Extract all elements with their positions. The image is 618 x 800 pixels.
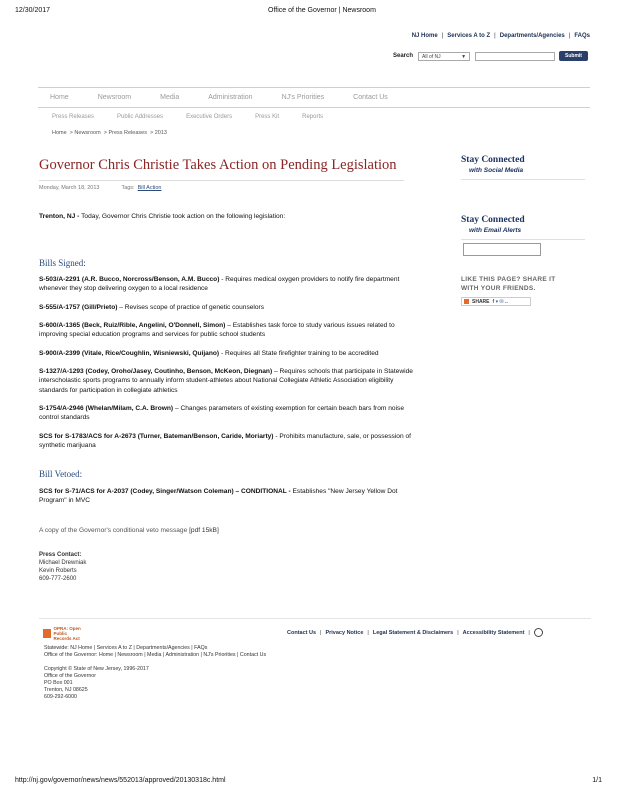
opra-logo[interactable] bbox=[43, 626, 85, 641]
bill-item bbox=[39, 349, 419, 358]
subnav-executive-orders[interactable]: Executive Orders bbox=[186, 114, 233, 120]
page-title: Governor Chris Christie Takes Action on Pending Legislation bbox=[39, 157, 397, 173]
social-icons: f ▾ ✉ .. bbox=[492, 298, 508, 305]
subnav-public-addresses[interactable]: Public Addresses bbox=[117, 114, 164, 120]
subnav-press-kit[interactable]: Press Kit bbox=[255, 114, 280, 120]
nav-administration[interactable]: Administration bbox=[208, 94, 253, 101]
search-scope-select[interactable] bbox=[418, 52, 470, 61]
opra-line: OPRA: Open bbox=[53, 626, 81, 631]
breadcrumb-home[interactable]: Home bbox=[52, 130, 67, 136]
address-line: 609-292-6000 bbox=[44, 694, 77, 700]
bill-id: S-600/A-1365 (Beck, Ruiz/Rible, Angelini, O'Donnell, Simon) bbox=[39, 322, 226, 329]
subnav-press-releases[interactable]: Press Releases bbox=[52, 114, 95, 120]
bill-item bbox=[39, 432, 419, 451]
intro bbox=[39, 212, 419, 221]
breadcrumb-newsroom[interactable]: > Newsroom bbox=[69, 130, 101, 136]
press-contact bbox=[39, 551, 419, 583]
print-url: http://nj.gov/governor/news/news/552013/approved/20130318c.html bbox=[15, 777, 226, 784]
nav-home[interactable]: Home bbox=[50, 94, 69, 101]
bill-desc: - Prohibits manufacture, sale, or possession of synthetic marijuana bbox=[39, 433, 411, 450]
social-media-link[interactable]: with Social Media bbox=[469, 167, 524, 174]
press-contact-phone: 609-777-2600 bbox=[39, 576, 77, 582]
office-links[interactable]: Office of the Governor: Home | Newsroom | Media | Administration | NJ's Priorities | Contact Us bbox=[44, 652, 267, 658]
share-label: SHARE bbox=[472, 298, 490, 305]
subnav-reports[interactable]: Reports bbox=[302, 114, 324, 120]
sidebar-divider bbox=[461, 179, 585, 180]
veto-message bbox=[39, 526, 419, 535]
bill-desc: - Requires all State firefighter training to be accredited bbox=[219, 350, 379, 357]
bill-item bbox=[39, 321, 419, 340]
share-button[interactable] bbox=[461, 297, 531, 306]
bill-item bbox=[39, 404, 419, 423]
bills-signed-heading: Bills Signed: bbox=[39, 258, 86, 268]
press-contact-name: Kevin Roberts bbox=[39, 568, 77, 574]
email-alerts-link[interactable]: with Email Alerts bbox=[469, 227, 522, 234]
top-nav-nj-home[interactable]: NJ Home bbox=[411, 33, 438, 39]
bill-id: S-555/A-1757 (Gill/Prieto) bbox=[39, 304, 118, 311]
submit-button[interactable]: Submit bbox=[559, 51, 588, 61]
stay-connected-email-title: Stay Connected bbox=[461, 215, 525, 225]
intro-text: Today, Governor Chris Christie took action on the following legislation: bbox=[81, 213, 286, 220]
press-contact-name: Michael Drewniak bbox=[39, 560, 87, 566]
title-divider bbox=[39, 180, 404, 181]
sub-nav bbox=[52, 114, 346, 120]
article-meta bbox=[39, 185, 161, 191]
bill-desc: - Requires medical oxygen providers to notify fire department whenever they stop delivering oxygen to a local residence bbox=[39, 276, 400, 293]
share-prompt bbox=[461, 276, 555, 293]
search-input[interactable] bbox=[475, 52, 555, 61]
press-contact-label: Press Contact: bbox=[39, 552, 82, 558]
nav-priorities[interactable]: NJ's Priorities bbox=[281, 94, 325, 101]
address-line: PO Box 001 bbox=[44, 680, 73, 686]
document-icon bbox=[43, 629, 51, 638]
bill-id: S-1327/A-1293 (Codey, Oroho/Jasey, Coutinho, Benson, McKeon, Diegnan) bbox=[39, 368, 273, 375]
copyright: Copyright © State of New Jersey, 1996-2017 bbox=[44, 666, 149, 672]
top-nav-services[interactable]: Services A to Z bbox=[447, 33, 491, 39]
intro-lead: Trenton, NJ - bbox=[39, 213, 82, 220]
bill-vetoed-heading: Bill Vetoed: bbox=[39, 469, 83, 479]
vetoed-bill-item bbox=[39, 487, 419, 506]
footer-contact-us[interactable]: Contact Us bbox=[287, 629, 317, 636]
bill-desc: – Changes parameters of existing exemption for certain beach bars from noise control standards bbox=[39, 405, 405, 422]
veto-message-text: A copy of the Governor's conditional veto message bbox=[39, 527, 188, 534]
top-nav-departments[interactable]: Departments/Agencies bbox=[499, 33, 565, 39]
print-title: Office of the Governor | Newsroom bbox=[268, 7, 376, 14]
bill-desc: Establishes "New Jersey Yellow Dot Program" in MVC bbox=[39, 488, 398, 505]
breadcrumb-year[interactable]: > 2013 bbox=[149, 130, 167, 136]
chevron-down-icon: ▼ bbox=[461, 53, 467, 60]
bill-id: SCS for S-71/ACS for A-2037 (Codey, Singer/Watson Coleman) – CONDITIONAL - bbox=[39, 488, 293, 495]
bill-item bbox=[39, 275, 419, 294]
footer-address bbox=[44, 666, 149, 701]
bill-desc: – Requires schools that participate in Statewide interscholastic sports programs to annually inform student-athletes about National Collegiate Athletic Association eligibility standards for participation in collegiate athletics bbox=[39, 368, 413, 394]
bill-desc: – Revises scope of practice of genetic counselors bbox=[117, 304, 265, 311]
bill-id: S-503/A-2291 (A.R. Bucco, Norcross/Benson, A.M. Bucco) bbox=[39, 276, 220, 283]
share-icon bbox=[464, 299, 469, 304]
bill-desc: – Establishes task force to study various issues related to improving special education programs and services for public school students bbox=[39, 322, 395, 339]
breadcrumb bbox=[52, 130, 167, 136]
bill-item bbox=[39, 303, 419, 312]
share-prompt-line: LIKE THIS PAGE? SHARE IT bbox=[461, 276, 556, 283]
stay-connected-social-title: Stay Connected bbox=[461, 155, 525, 165]
veto-pdf-link[interactable]: [pdf 15kB] bbox=[189, 527, 219, 534]
print-date: 12/30/2017 bbox=[15, 7, 51, 14]
footer-privacy[interactable]: Privacy Notice bbox=[325, 629, 364, 636]
search-label: Search bbox=[393, 53, 414, 59]
main-nav bbox=[38, 87, 590, 108]
nav-contact[interactable]: Contact Us bbox=[353, 94, 388, 101]
statewide-links[interactable]: Statewide: NJ Home | Services A to Z | Departments/Agencies | FAQs bbox=[44, 645, 208, 651]
footer-accessibility[interactable]: Accessibility Statement bbox=[462, 629, 525, 636]
address-line: Office of the Governor bbox=[44, 673, 97, 679]
breadcrumb-press-releases[interactable]: > Press Releases bbox=[103, 130, 147, 136]
accessibility-icon bbox=[534, 628, 543, 637]
footer-divider bbox=[39, 618, 591, 619]
sidebar-divider bbox=[461, 239, 585, 240]
top-nav-faqs[interactable]: FAQs bbox=[574, 33, 590, 39]
opra-line: Public Records Act bbox=[53, 631, 80, 641]
nav-media[interactable]: Media bbox=[160, 94, 180, 101]
address-line: Trenton, NJ 08625 bbox=[44, 687, 88, 693]
bill-id: SCS for S-1783/ACS for A-2673 (Turner, Bateman/Benson, Caride, Moriarty) bbox=[39, 433, 274, 440]
bill-item bbox=[39, 367, 419, 395]
share-prompt-line: WITH YOUR FRIENDS. bbox=[461, 284, 536, 292]
email-alert-input[interactable] bbox=[463, 243, 541, 256]
bill-id: S-900/A-2399 (Vitale, Rice/Coughlin, Wisniewski, Quijano) bbox=[39, 350, 220, 357]
print-page: 1/1 bbox=[592, 777, 602, 784]
article-date: Monday, March 18, 2013 bbox=[39, 185, 100, 191]
tags-label: Tags: bbox=[121, 185, 135, 191]
tag-link[interactable]: Bill Action bbox=[137, 185, 162, 191]
bill-id: S-1754/A-2946 (Whelan/Milam, C.A. Brown) bbox=[39, 405, 174, 412]
footer-legal[interactable]: Legal Statement & Disclaimers bbox=[372, 629, 454, 636]
top-nav: NJ Home | Services A to Z | Departments/Agencies | FAQs bbox=[411, 33, 590, 39]
search-scope-value: All of NJ bbox=[422, 53, 441, 60]
nav-newsroom[interactable]: Newsroom bbox=[97, 94, 132, 101]
search-bar bbox=[393, 51, 588, 61]
footer-links: Contact Us | Privacy Notice | Legal Statement & Disclaimers | Accessibility Statement | bbox=[287, 628, 543, 637]
